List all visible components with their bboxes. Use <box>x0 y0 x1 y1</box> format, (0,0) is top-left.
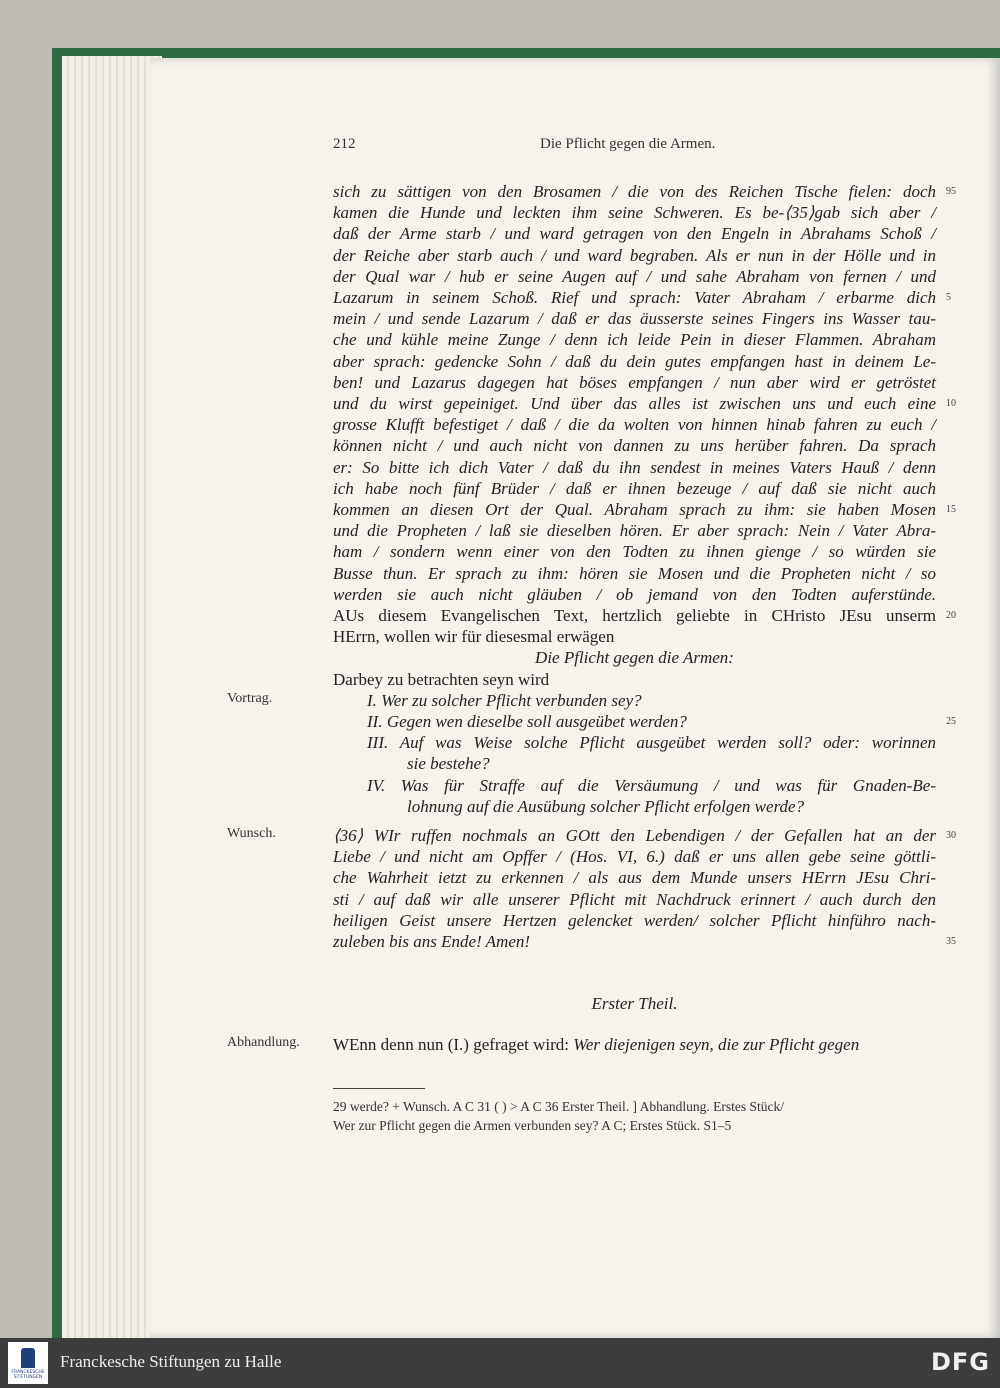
logo-caption: FRANCKESCHE STIFTUNGEN <box>11 1370 45 1380</box>
line-number: 35 <box>946 936 956 947</box>
footnote-line-1: 29 werde? + Wunsch. A C 31 ( ) > A C 36 Erster Theil. ] Abhandlung. Erstes Stück/ <box>333 1099 785 1114</box>
text-line: können nicht / und auch nicht von dannen zu uns herüber fahren. Da sprach <box>333 436 936 456</box>
text-line: sie bestehe? <box>407 754 490 774</box>
text-line: AUs diesem Evangelischen Text, hertzlich geliebte in CHristo JEsu unserm <box>333 606 936 625</box>
text-line: HErrn, wollen wir für diesesmal erwägen <box>333 627 615 647</box>
text-line: werden sie auch nicht gläuben / ob jemand von den Todten auferstünde. <box>333 584 936 604</box>
text-line: kamen die Hunde und leckten ihm seine Schweren. Es be-⟨35⟩gab sich aber / <box>333 203 936 223</box>
text-line: Lazarum in seinem Schoß. Rief und sprach: Vater Abraham / erbarme dich <box>333 288 936 307</box>
line-number: 20 <box>946 610 956 621</box>
final-line-upright: WEnn denn nun (I.) gefraget wird: <box>333 1035 574 1054</box>
text-line: der Reiche aber starb auch / und ward begraben. Als er nun in der Hölle und in <box>333 245 936 265</box>
dfg-logo[interactable]: DFG <box>930 1348 990 1376</box>
line-number: 5 <box>946 292 951 303</box>
margin-note: Wunsch. <box>227 826 276 841</box>
text-line: daß der Arme starb / und ward getragen von den Engeln in Abrahams Schoß / <box>333 224 936 244</box>
building-icon <box>21 1348 35 1368</box>
margin-note-abhandlung: Abhandlung. <box>227 1035 300 1050</box>
page-edges <box>62 56 162 1338</box>
line-number: 30 <box>946 830 956 841</box>
text-line: III. Auf was Weise solche Pflicht ausgeübet werden soll? oder: worinnen <box>367 733 936 753</box>
text-line: II. Gegen wen dieselbe soll ausgeübet werden? <box>367 712 687 731</box>
text-line: che Wahrheit ietzt zu erkennen / als aus dem Munde unsers HErrn JEsu Chri- <box>333 868 936 888</box>
francke-logo[interactable] <box>8 1342 48 1384</box>
line-number: 95 <box>946 186 956 197</box>
text-line: heiligen Geist unsere Hertzen gelencket werden/ solcher Pflicht hinführo nach- <box>333 910 936 930</box>
text-line: ham / sondern wenn einer von den Todten zu ihnen gienge / so würden sie <box>333 542 936 562</box>
text-line: Darbey zu betrachten seyn wird <box>333 669 550 689</box>
text-line: und die Propheten / laß sie dieselben hören. Er aber sprach: Nein / Vater Abra- <box>333 521 936 541</box>
text-line: I. Wer zu solcher Pflicht verbunden sey? <box>367 690 642 710</box>
page-number: 212 <box>333 136 356 152</box>
text-line: mein / und sende Lazarum / daß er das äusserste seines Fingers ins Wasser tau- <box>333 309 936 329</box>
text-line: sich zu sättigen von den Brosamen / die von des Reichen Tische fielen: doch <box>333 182 936 201</box>
text-line: Die Pflicht gegen die Armen: <box>535 648 734 668</box>
text-line: der Qual war / hub er seine Augen auf / und sahe Abraham von fernen / und <box>333 266 936 286</box>
final-body-line <box>333 1034 936 1055</box>
text-line: Busse thun. Er sprach zu ihm: hören sie Mosen und die Propheten nicht / so <box>333 563 936 583</box>
text-line: Liebe / und nicht am Opffer / (Hos. VI, 6.) daß er uns allen gebe seine göttli- <box>333 847 936 867</box>
line-number: 15 <box>946 504 956 515</box>
footnote-rule <box>333 1088 425 1089</box>
footnote-line-2: Wer zur Pflicht gegen die Armen verbunden sey? A C; Erstes Stück. S1–5 <box>333 1118 732 1133</box>
text-line: zuleben bis ans Ende! Amen! <box>333 932 531 951</box>
viewer-footer-bar <box>0 1338 1000 1388</box>
line-number: 25 <box>946 716 956 727</box>
text-line: ich habe noch fünf Brüder / daß er ihnen bezeuge / auf daß sie nicht auch <box>333 478 936 498</box>
text-line: IV. Was für Straffe auf die Versäumung / und was für Gnaden-Be- <box>367 775 936 795</box>
final-line-text <box>333 1035 859 1054</box>
section-title: Erster Theil. <box>591 994 678 1013</box>
text-line: er: So bitte ich dich Vater / daß du ihn sendest in meines Vaters Hauß / denn <box>333 457 936 477</box>
text-line: ⟨36⟩ WIr ruffen nochmals an GOtt den Lebendigen / der Gefallen hat an der <box>333 826 936 845</box>
text-line: ben! und Lazarus dagegen hat böses empfangen / nun aber wird er getröstet <box>333 372 936 392</box>
text-line: grosse Klufft befestiget / daß / die da wolten von hinnen hinab fahren zu euch / <box>333 415 936 435</box>
margin-note: Vortrag. <box>227 690 273 706</box>
text-line: und du wirst gepeiniget. Und über das alles ist zwischen uns und euch eine <box>333 394 936 413</box>
running-title: Die Pflicht gegen die Armen. <box>540 136 716 152</box>
final-line-italic: Wer diejenigen seyn, die zur Pflicht gegen <box>573 1035 860 1054</box>
institution-name[interactable]: Franckesche Stiftungen zu Halle <box>60 1352 282 1371</box>
text-line: che und kühle meine Zunge / denn ich leide Pein in dieser Flammen. Abraham <box>333 330 936 350</box>
text-line: lohnung auf die Ausübung solcher Pflicht erfolgen werde? <box>407 796 805 816</box>
text-line: aber sprach: gedencke Sohn / daß du dein gutes empfangen hast in deinem Le- <box>333 351 936 371</box>
text-line: kommen an diesen Ort der Qual. Abraham sprach zu ihm: sie haben Mosen <box>333 500 936 519</box>
text-line: sti / auf daß wir alle unserer Pflicht mit Nachdruck erinnert / auch durch den <box>333 889 936 909</box>
line-number: 10 <box>946 398 956 409</box>
